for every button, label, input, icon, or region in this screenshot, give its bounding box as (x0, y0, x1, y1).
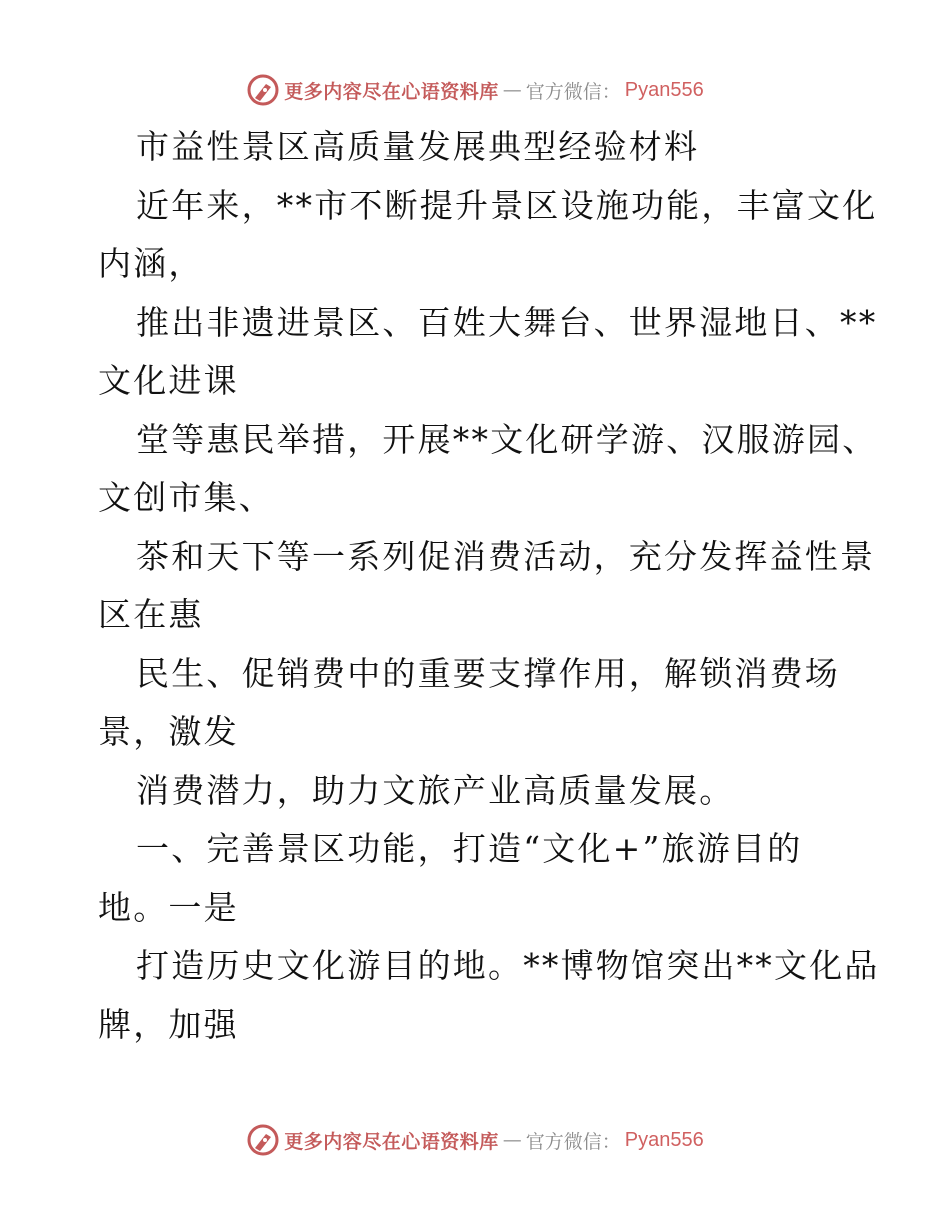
pen-nib-circle-icon (246, 73, 280, 107)
paragraph-line: 推出非遗进景区、百姓大舞台、世界湿地日、** (136, 302, 878, 342)
watermark-wechat-label: 官方微信： (525, 1130, 621, 1153)
paragraph-line: 堂等惠民举措，开展**文化研学游、汉服游园、 (136, 419, 878, 459)
paragraph-line: 文创市集、 (98, 478, 274, 517)
watermark-separator: — (502, 79, 522, 101)
paragraph-line: 景，激发 (98, 712, 239, 751)
paragraph-line: 打造历史文化游目的地。**博物馆突出**文化品 (136, 946, 880, 985)
watermark-slogan: 更多内容尽在心语资料库 (284, 80, 499, 103)
paragraph-line: 地。一是 (98, 887, 239, 927)
watermark-slogan: 更多内容尽在心语资料库 (284, 1130, 499, 1153)
watermark-wechat-id: Pyan556 (624, 1128, 704, 1151)
footer-watermark (0, 1120, 950, 1160)
paragraph-line: 消费潜力，助力文旅产业高质量发展。 (136, 770, 735, 810)
document-body (98, 118, 880, 1054)
paragraph-line: 文化进课 (98, 361, 239, 400)
paragraph-line: 区在惠 (98, 595, 204, 634)
watermark-separator: — (502, 1129, 522, 1151)
header-watermark (0, 70, 950, 110)
paragraph-line: 内涵， (98, 244, 204, 283)
section-heading-line: 一、完善景区功能，打造“文化+”旅游目的 (136, 829, 803, 868)
paragraph-line: 民生、促销费中的重要支撑作用，解锁消费场 (136, 653, 840, 693)
watermark-wechat-id: Pyan556 (624, 78, 704, 101)
document-title: 市益性景区高质量发展典型经验材料 (136, 127, 700, 166)
pen-nib-circle-icon (246, 1123, 280, 1157)
watermark-wechat-label: 官方微信： (525, 80, 621, 103)
paragraph-line: 近年来，**市不断提升景区设施功能，丰富文化 (136, 185, 878, 225)
paragraph-line: 茶和天下等一系列促消费活动，充分发挥益性景 (136, 536, 876, 576)
paragraph-line: 牌，加强 (98, 1004, 239, 1044)
